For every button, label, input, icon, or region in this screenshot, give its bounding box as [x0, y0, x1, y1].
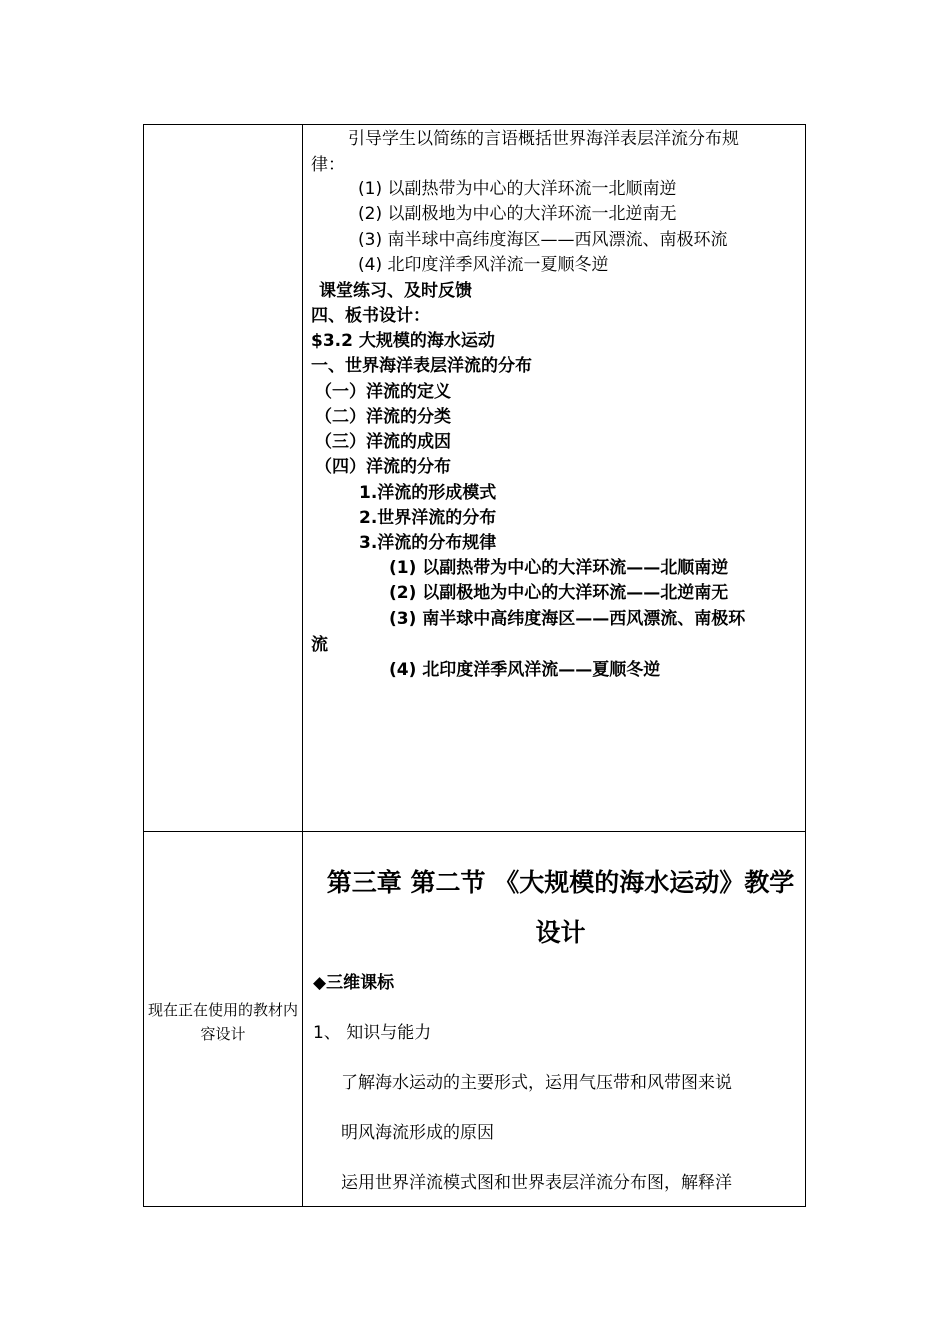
lesson-plan-table — [143, 124, 806, 1207]
goal-paragraph: 了解海水运动的主要形式，运用气压带和风带图来说 — [341, 1073, 732, 1093]
board-design-heading: 四、板书设计： — [311, 306, 430, 326]
board-heading-1: 一、世界海洋表层洋流的分布 — [311, 356, 532, 376]
rule-item: (2) 以副极地为中心的大洋环流一北逆南无 — [358, 204, 677, 224]
practice-heading: 课堂练习、及时反馈 — [319, 281, 472, 301]
board-subheading: （二）洋流的分类 — [315, 407, 451, 427]
board-rule: (3) 南半球中高纬度海区——西风漂流、南极环 — [389, 609, 746, 629]
rule-item: (1) 以副热带为中心的大洋环流一北顺南逆 — [358, 179, 677, 199]
section-label: 现在正在使用的教材内容设计 — [147, 1001, 298, 1043]
board-point: 3.洋流的分布规律 — [359, 533, 497, 553]
goals-heading: ◆三维课标 — [313, 973, 395, 993]
rule-item: (4) 北印度洋季风洋流一夏顺冬逆 — [358, 255, 609, 275]
document-title-cont: 设计 — [535, 918, 586, 947]
goal-paragraph-cont: 明风海流形成的原因 — [341, 1123, 494, 1143]
row1-label-cell — [144, 125, 303, 832]
board-rule: (1) 以副热带为中心的大洋环流——北顺南逆 — [389, 558, 729, 578]
goal-item: 1、 知识与能力 — [313, 1023, 432, 1043]
board-rule: (4) 北印度洋季风洋流——夏顺冬逆 — [389, 660, 661, 680]
intro-line-cont: 律： — [311, 155, 345, 175]
board-section-title: $3.2 大规模的海水运动 — [311, 331, 495, 351]
board-subheading: （三）洋流的成因 — [315, 432, 451, 452]
row2-content-cell — [303, 832, 806, 1207]
row1-content-cell — [303, 125, 806, 832]
board-subheading: （四）洋流的分布 — [315, 457, 451, 477]
board-rule: (2) 以副极地为中心的大洋环流——北逆南无 — [389, 583, 729, 603]
board-subheading: （一）洋流的定义 — [315, 382, 451, 402]
board-point: 1.洋流的形成模式 — [359, 483, 497, 503]
document-title: 第三章 第二节 《大规模的海水运动》教学 — [326, 868, 795, 897]
table-row — [144, 832, 806, 1207]
board-point: 2.世界洋流的分布 — [359, 508, 497, 528]
row2-label-cell — [144, 832, 303, 1207]
goal-paragraph: 运用世界洋流模式图和世界表层洋流分布图，解释洋 — [341, 1173, 732, 1193]
table-row — [144, 125, 806, 832]
rule-item: (3) 南半球中高纬度海区——西风漂流、南极环流 — [358, 230, 728, 250]
intro-line: 引导学生以简练的言语概括世界海洋表层洋流分布规 — [348, 129, 739, 149]
board-rule-cont: 流 — [311, 635, 328, 655]
